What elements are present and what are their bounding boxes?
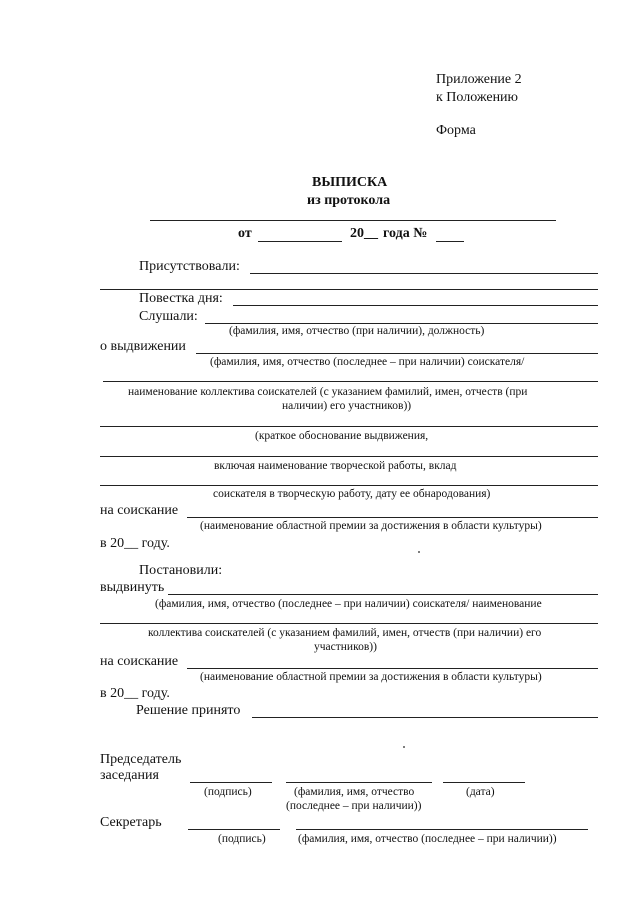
accepted-label: Решение принято	[136, 703, 241, 718]
chair-date-line	[443, 782, 525, 783]
nominate-line-2	[100, 623, 598, 624]
nomination-caption-2: наименование коллектива соискателей (с указанием фамилий, имен, отчеств (при	[128, 386, 528, 398]
year-suffix: года №	[383, 226, 428, 241]
nominate-caption-2: коллектива соискателей (с указанием фамилий, имен, отчеств (при наличии) его	[148, 627, 542, 639]
nominate-caption-3: участников))	[314, 641, 377, 653]
nominate-label: выдвинуть	[100, 580, 165, 595]
award-caption: (наименование областной премии за достижения в области культуры)	[200, 520, 542, 532]
heard-line	[205, 323, 598, 324]
justification-line-2	[100, 456, 598, 457]
appendix-line-2: к Положению	[436, 90, 519, 105]
decision-award-label: на соискание	[100, 654, 179, 669]
chair-signature-caption: (подпись)	[204, 786, 252, 798]
nominate-caption-1: (фамилия, имя, отчество (последнее – при наличии) соискателя/ наименование	[155, 598, 542, 610]
year-line: в 20__ году.	[100, 536, 170, 551]
justification-line-3	[100, 485, 598, 486]
chair-name-caption-2: (последнее – при наличии))	[286, 800, 422, 812]
decision-year-line: в 20__ году.	[100, 686, 170, 701]
chair-date-caption: (дата)	[466, 786, 495, 798]
present-line	[250, 273, 598, 274]
secretary-signature-line	[188, 829, 280, 830]
nomination-label: о выдвижении	[100, 339, 186, 354]
award-label: на соискание	[100, 503, 179, 518]
resolved-label: Постановили:	[139, 563, 223, 578]
secretary-label: Секретарь	[100, 815, 162, 830]
date-blank	[258, 241, 342, 242]
scan-speck	[418, 551, 420, 553]
date-prefix: от	[238, 226, 252, 241]
agenda-label: Повестка дня:	[139, 291, 223, 306]
justification-line-1	[100, 426, 598, 427]
appendix-line-1: Приложение 2	[436, 72, 522, 87]
agenda-line	[233, 305, 598, 306]
secretary-name-caption: (фамилия, имя, отчество (последнее – при наличии))	[298, 833, 557, 845]
scan-speck-2	[403, 746, 405, 748]
protocol-name-line	[150, 220, 556, 221]
secretary-signature-caption: (подпись)	[218, 833, 266, 845]
nomination-line	[196, 353, 598, 354]
chair-label-1: Председатель	[100, 752, 182, 767]
chair-name-caption-1: (фамилия, имя, отчество	[294, 786, 415, 798]
nominate-line	[168, 594, 598, 595]
form-label: Форма	[436, 123, 476, 138]
chair-name-line	[286, 782, 432, 783]
nomination-caption-3: наличии) его участников))	[282, 400, 412, 412]
justification-caption-3: соискателя в творческую работу, дату ее обнародования)	[213, 488, 491, 500]
award-line	[187, 517, 598, 518]
present-label: Присутствовали:	[139, 259, 240, 274]
year-prefix: 20__	[350, 226, 378, 241]
justification-caption-1: (краткое обоснование выдвижения,	[255, 430, 429, 442]
heard-label: Слушали:	[139, 309, 198, 324]
nomination-line-2	[103, 381, 598, 382]
decision-award-line	[187, 668, 598, 669]
nomination-caption-1: (фамилия, имя, отчество (последнее – при наличии) соискателя/	[210, 356, 525, 368]
chair-signature-line	[190, 782, 272, 783]
heard-caption: (фамилия, имя, отчество (при наличии), должность)	[229, 325, 485, 337]
number-blank	[436, 241, 464, 242]
document-subtitle: из протокола	[307, 193, 391, 208]
secretary-name-line	[296, 829, 588, 830]
decision-award-caption: (наименование областной премии за достижения в области культуры)	[200, 671, 542, 683]
document-title: ВЫПИСКА	[312, 175, 388, 190]
present-line-2	[100, 289, 598, 290]
justification-caption-2: включая наименование творческой работы, вклад	[214, 460, 457, 472]
chair-label-2: заседания	[100, 768, 159, 783]
accepted-line	[252, 717, 598, 718]
